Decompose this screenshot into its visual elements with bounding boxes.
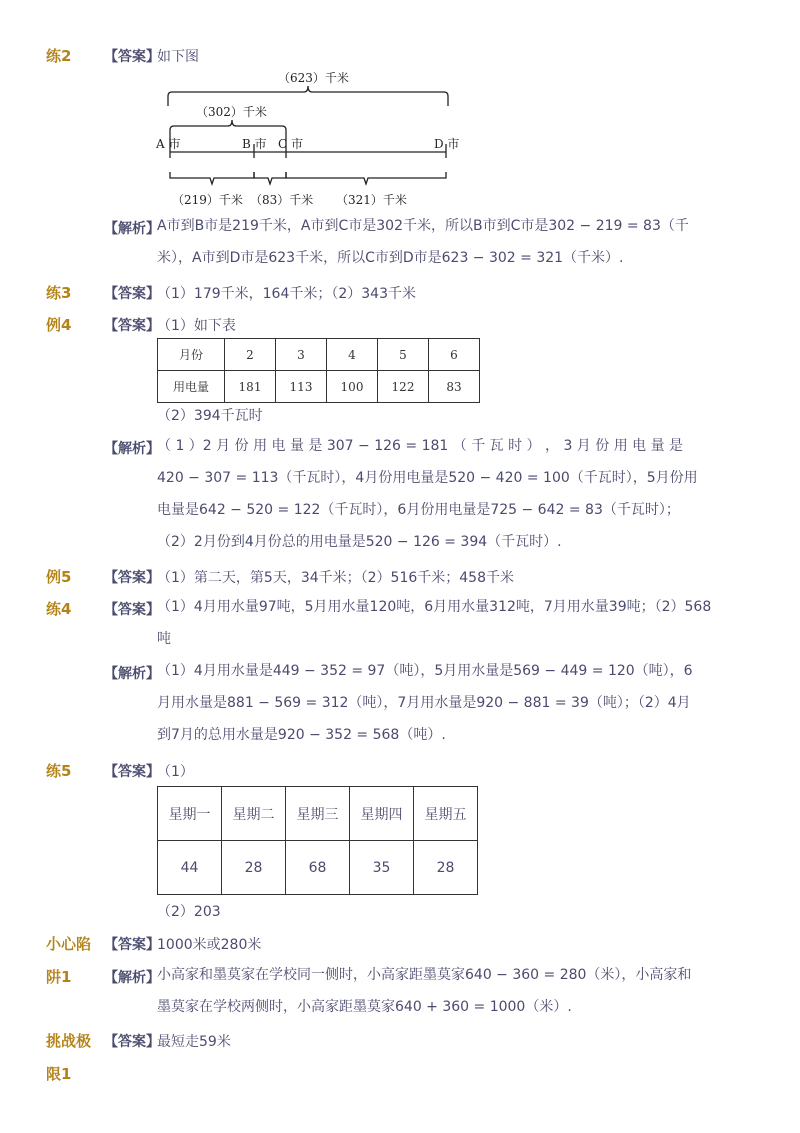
analysis-line: 420 − 307 = 113（千瓦时），4月份用电量是520 − 420 = 100（千瓦时），5月份用	[157, 470, 698, 486]
answer-tag: 【答案】	[104, 286, 160, 302]
answer-part2: （2）394千瓦时	[157, 408, 263, 424]
analysis-line: （1）4月用水量是449 − 352 = 97（吨），5月用水量是569 − 449 = 120（吨），6	[157, 663, 693, 679]
table-row	[158, 841, 478, 895]
table-cell: 113	[276, 371, 327, 403]
problem-label-fu1: 阱1	[46, 968, 72, 986]
diagram-label-cd: （321）千米	[336, 193, 407, 207]
problem-label-lian4: 练4	[46, 600, 72, 618]
table-cell: 28	[414, 841, 478, 895]
table-header-cell: 星期一	[158, 787, 222, 841]
answer-tag: 【答案】	[104, 49, 160, 65]
analysis-line: A市到B市是219千米，A市到C市是302千米，所以B市到C市是302 − 219 = 83（千	[157, 218, 689, 234]
diagram-label-total-ad: （623）千米	[278, 71, 349, 85]
table-row	[158, 339, 480, 371]
analysis-tag: 【解析】	[104, 970, 160, 986]
table-cell: 100	[327, 371, 378, 403]
table-cell: 6	[429, 339, 480, 371]
city-b-label: B 市	[242, 137, 267, 151]
answer-text: 如下图	[157, 49, 199, 65]
problem-label-lian2: 练2	[46, 47, 72, 65]
answer-tag: 【答案】	[104, 602, 160, 618]
analysis-line: 到7月的总用水量是920 − 352 = 568（吨）.	[157, 727, 446, 743]
table-cell: 月份	[158, 339, 225, 371]
city-c-label: C 市	[278, 137, 303, 151]
table-row	[158, 787, 478, 841]
answer-tag: 【答案】	[104, 318, 160, 334]
electricity-table	[157, 338, 480, 403]
table-cell: 83	[429, 371, 480, 403]
answer-text: （1）	[157, 764, 194, 780]
problem-label-lian3: 练3	[46, 284, 72, 302]
answer-tag: 【答案】	[104, 764, 160, 780]
table-cell: 181	[225, 371, 276, 403]
city-a-label: A 市	[156, 137, 181, 151]
table-cell: 44	[158, 841, 222, 895]
analysis-tag: 【解析】	[104, 441, 160, 457]
answer-text: （1）4月用水量97吨，5月用水量120吨，6月用水量312吨，7月用水量39吨；（2）568	[157, 599, 712, 615]
table-cell: 4	[327, 339, 378, 371]
diagram-label-bc: （83）千米	[250, 193, 314, 207]
diagram-label-ab: （219）千米	[172, 193, 243, 207]
table-header-cell: 星期二	[222, 787, 286, 841]
problem-label-lian5: 练5	[46, 762, 72, 780]
analysis-line: 墨莫家在学校两侧时，小高家距墨莫家640 + 360 = 1000（米）.	[157, 999, 572, 1015]
problem-label-xian1: 限1	[46, 1065, 72, 1083]
table-row	[158, 371, 480, 403]
answer-part2: （2）203	[157, 904, 221, 920]
analysis-line: （ 1 ）2 月 份 用 电 量 是 307 − 126 = 181 （ 千 瓦 时 ） ， 3 月 份 用 电 量 是	[157, 438, 684, 454]
answer-tag: 【答案】	[104, 937, 160, 953]
analysis-tag: 【解析】	[104, 666, 160, 682]
table-header-cell: 星期三	[286, 787, 350, 841]
table-cell: 35	[350, 841, 414, 895]
city-d-label: D 市	[434, 137, 460, 151]
table-cell: 68	[286, 841, 350, 895]
problem-label-tiaozhanji: 挑战极	[46, 1032, 92, 1050]
table-header-cell: 星期五	[414, 787, 478, 841]
answer-text: （1）第二天，第5天，34千米；（2）516千米；458千米	[157, 570, 514, 586]
answer-text: （1）179千米，164千米；（2）343千米	[157, 286, 416, 302]
answer-tag: 【答案】	[104, 1034, 160, 1050]
analysis-line: 米），A市到D市是623千米，所以C市到D市是623 − 302 = 321（千米）.	[157, 250, 624, 266]
table-cell: 2	[225, 339, 276, 371]
answer-tag: 【答案】	[104, 570, 160, 586]
problem-label-li4: 例4	[46, 316, 72, 334]
table-cell: 122	[378, 371, 429, 403]
analysis-line: 月用水量是881 − 569 = 312（吨），7月用水量是920 − 881 = 39（吨）；（2）4月	[157, 695, 691, 711]
answer-text: 1000米或280米	[157, 937, 262, 953]
table-cell: 5	[378, 339, 429, 371]
table-header-cell: 星期四	[350, 787, 414, 841]
analysis-line: （2）2月份到4月份总的用电量是520 − 126 = 394（千瓦时）.	[157, 534, 562, 550]
answer-text: （1）如下表	[157, 318, 236, 334]
analysis-line: 小高家和墨莫家在学校同一侧时，小高家距墨莫家640 − 360 = 280（米），小高家和	[157, 967, 692, 983]
table-cell: 28	[222, 841, 286, 895]
weekday-table	[157, 786, 478, 895]
analysis-line: 电量是642 − 520 = 122（千瓦时），6月份用电量是725 − 642 = 83（千瓦时）；	[157, 502, 680, 518]
distance-diagram	[150, 66, 470, 216]
table-cell: 3	[276, 339, 327, 371]
problem-label-li5: 例5	[46, 568, 72, 586]
answer-text: 吨	[157, 631, 171, 647]
answer-text: 最短走59米	[157, 1034, 231, 1050]
diagram-label-total-ac: （302）千米	[196, 105, 267, 119]
problem-label-xiaoxinxian: 小心陷	[46, 935, 92, 953]
analysis-tag: 【解析】	[104, 221, 160, 237]
table-cell: 用电量	[158, 371, 225, 403]
